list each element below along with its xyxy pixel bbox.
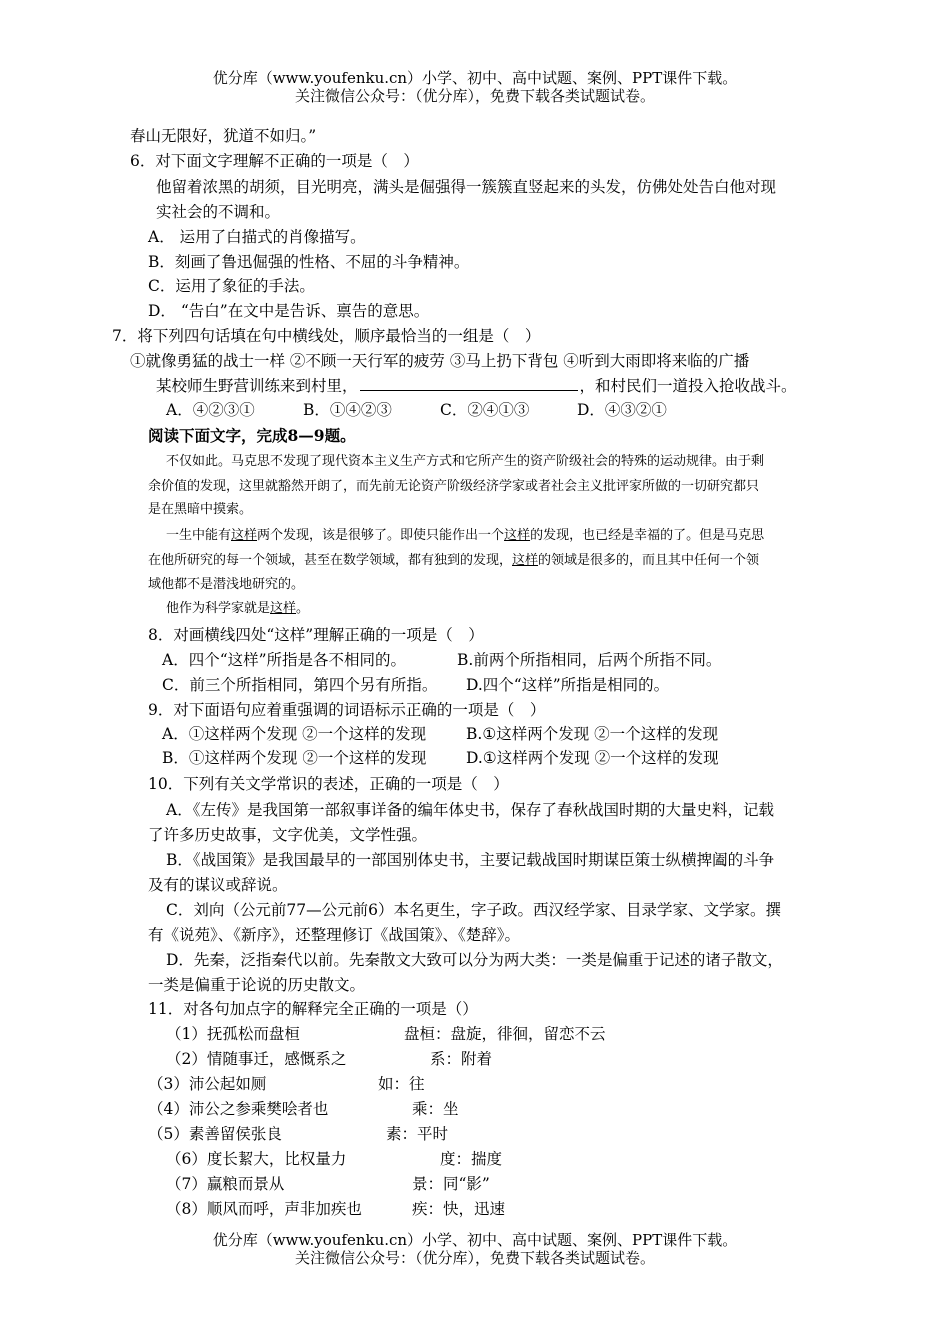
q10-option-b-line2: 及有的谋议或辞说。 (148, 876, 288, 894)
q11-item-5-gloss: 素：平时 (386, 1125, 449, 1143)
page-header-line1: 优分库（www.youfenku.cn）小学、初中、高中试题、案例、PPT课件下载。 (212, 69, 738, 87)
q6-option-c: C．运用了象征的手法。 (148, 277, 315, 295)
q11-item-8-sentence: （8）顺风而呼，声非加疾也 (166, 1200, 362, 1218)
q6-passage-line1: 他留着浓黑的胡须，目光明亮，满头是倔强得一簇簇直竖起来的头发，仿佛处处告白他对现 (156, 178, 777, 196)
q11-item-4-sentence: （4）沛公之参乘樊哙者也 (148, 1100, 329, 1118)
q8-stem: 8．对画横线四处“这样”理解正确的一项是（ ） (148, 626, 484, 644)
q9-option-d: D.①这样两个发现 ②一个这样的发现 (466, 749, 719, 767)
page-footer-line1: 优分库（www.youfenku.cn）小学、初中、高中试题、案例、PPT课件下载。 (212, 1231, 738, 1249)
q8-option-a: A．四个“这样”所指是各不相同的。 (162, 651, 407, 669)
q9-option-c: B．①这样两个发现 ②一个这样的发现 (162, 749, 427, 767)
q6-option-a: A． 运用了白描式的肖像描写。 (148, 228, 366, 246)
reading-p1-line1: 不仅如此。马克思不发现了现代资本主义生产方式和它所产生的资产阶级社会的特殊的运动规律。由于剩 (166, 454, 765, 469)
reading-text: 两个发现，该是很够了。即使只能作出一个 (257, 528, 505, 543)
q7-option-b: B．①④②③ (303, 401, 392, 419)
q7-items: ①就像勇猛的战士一样 ②不顾一天行军的疲劳 ③马上扔下背包 ④听到大雨即将来临的广播 (130, 352, 750, 370)
q7-option-a: A．④②③① (166, 401, 255, 419)
q8-option-b: B.前两个所指相同，后两个所指不同。 (457, 651, 722, 669)
q8-option-d: D.四个“这样”所指是相同的。 (466, 676, 670, 694)
q9-stem: 9．对下面语句应着重强调的词语标示正确的一项是（ ） (148, 701, 546, 719)
underlined-zheyang-3: 这样 (512, 553, 539, 568)
q10-option-d-line2: 一类是偏重于论说的历史散文。 (148, 976, 366, 994)
q11-item-4-gloss: 乘：坐 (412, 1100, 459, 1118)
q11-item-2-sentence: （2）情随事迁，感慨系之 (166, 1050, 347, 1068)
reading-p1-line3: 是在黑暗中摸索。 (148, 502, 253, 517)
q6-option-d: D． “告白”在文中是告诉、禀告的意思。 (148, 302, 430, 320)
reading-text: 他作为科学家就是 (166, 601, 271, 616)
q11-item-1-sentence: （1）抚孤松而盘桓 (166, 1025, 300, 1043)
reading-title: 阅读下面文字，完成8—9题。 (148, 426, 356, 445)
q7-option-d: D．④③②① (577, 401, 667, 419)
page-header-line2: 关注微信公众号：（优分库），免费下载各类试题试卷。 (294, 87, 655, 105)
q11-item-2-gloss: 系：附着 (430, 1050, 493, 1068)
q11-item-7-sentence: （7）赢粮而景从 (166, 1175, 285, 1193)
page-footer-line2: 关注微信公众号：（优分库），免费下载各类试题试卷。 (294, 1249, 655, 1267)
q11-stem: 11．对各句加点字的解释完全正确的一项是（） (148, 1000, 478, 1018)
underlined-zheyang-2: 这样 (504, 528, 531, 543)
reading-text: 在他所研究的每一个领域，甚至在数学领域，都有独到的发现， (148, 553, 513, 568)
underlined-zheyang-4: 这样 (270, 601, 297, 616)
q11-item-6-gloss: 度：揣度 (440, 1150, 503, 1168)
q11-item-5-sentence: （5）素善留侯张良 (148, 1125, 282, 1143)
reading-text: 一生中能有 (166, 528, 232, 543)
reading-text: 的领域是很多的，而且其中任何一个领 (538, 553, 760, 568)
q7-sentence-post: ，和村民们一道投入抢收战斗。 (579, 377, 797, 395)
q11-item-7-gloss: 景：同“影” (412, 1175, 490, 1193)
q11-item-8-gloss: 疾：快，迅速 (412, 1200, 506, 1218)
reading-text: 。 (296, 601, 310, 616)
q11-item-3-sentence: （3）沛公起如厕 (148, 1075, 267, 1093)
q10-option-d-line1: D．先秦，泛指秦代以前。先秦散文大致可以分为两大类：一类是偏重于记述的诸子散文， (166, 951, 783, 969)
q9-option-b: B.①这样两个发现 ②一个这样的发现 (466, 725, 719, 743)
q6-passage-line2: 实社会的不调和。 (156, 203, 281, 221)
q10-option-a-line1: A．《左传》是我国第一部叙事详备的编年体史书，保存了春秋战国时期的大量史料，记载 (166, 801, 774, 819)
q11-item-3-gloss: 如：往 (378, 1075, 425, 1093)
q11-item-6-sentence: （6）度长絜大，比权量力 (166, 1150, 347, 1168)
q9-option-a: A．①这样两个发现 ②一个这样的发现 (162, 725, 427, 743)
q10-stem: 10．下列有关文学常识的表述，正确的一项是（ ） (148, 775, 509, 793)
q7-sentence-pre: 某校师生野营训练来到村里， (156, 377, 358, 395)
q10-option-b-line1: B．《战国策》是我国最早的一部国别体史书，主要记载战国时期谋臣策士纵横捭阖的斗争 (166, 851, 775, 869)
reading-p2-line2 (148, 552, 759, 570)
q8-option-c: C．前三个所指相同，第四个另有所指。 (162, 676, 438, 694)
q7-blank (360, 376, 578, 391)
q11-item-1-gloss: 盘桓：盘旋，徘徊，留恋不云 (404, 1025, 606, 1043)
reading-p1-line2: 余价值的发现，这里就豁然开朗了，而先前无论资产阶级经济学家或者社会主义批评家所做的一切研究都只 (148, 479, 760, 494)
q7-stem: 7．将下列四句话填在句中横线处，顺序最恰当的一组是（ ） (112, 327, 541, 345)
underlined-zheyang-1: 这样 (231, 528, 258, 543)
q6-stem: 6．对下面文字理解不正确的一项是（ ） (130, 152, 419, 170)
q6-option-b: B．刻画了鲁迅倔强的性格、不屈的斗争精神。 (148, 253, 470, 271)
intro-line: 春山无限好，犹道不如归。” (130, 127, 317, 145)
reading-p2-line1 (166, 527, 764, 545)
reading-p3 (166, 600, 309, 618)
q10-option-c-line2: 有《说苑》、《新序》，还整理修订《战国策》、《楚辞》。 (148, 926, 521, 944)
q7-option-c: C．②④①③ (440, 401, 530, 419)
reading-p2-line3: 域他都不是潜浅地研究的。 (148, 577, 305, 592)
q7-sentence (156, 376, 797, 396)
q10-option-a-line2: 了许多历史故事，文字优美，文学性强。 (148, 826, 428, 844)
reading-text: 的发现，也已经是幸福的了。但是马克思 (530, 528, 765, 543)
q10-option-c-line1: C．刘向（公元前77—公元前6）本名更生，字子政。西汉经学家、目录学家、文学家。撰 (166, 901, 781, 919)
